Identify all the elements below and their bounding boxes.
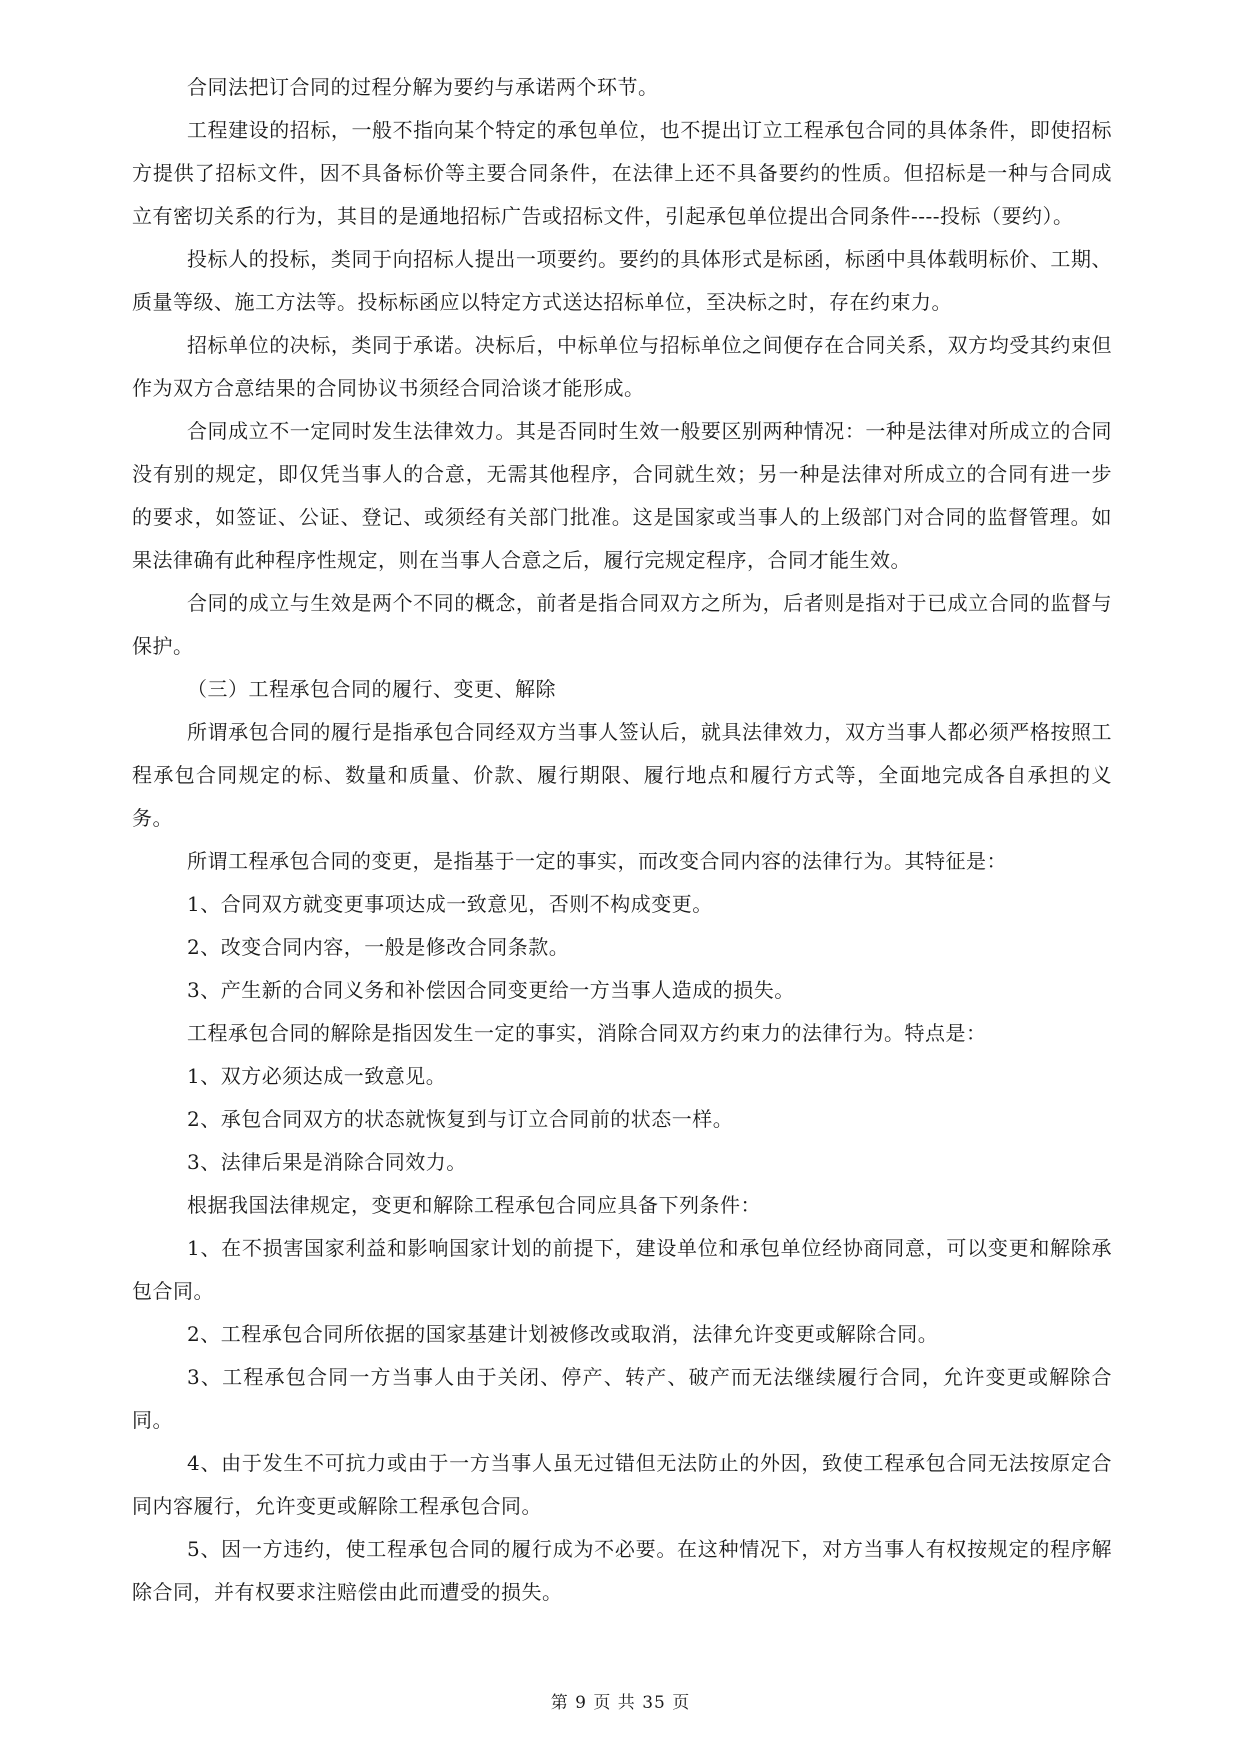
list-item: 3、法律后果是消除合同效力。: [187, 1150, 467, 1174]
document-body: [132, 66, 1112, 1614]
paragraph: 所谓承包合同的履行是指承包合同经双方当事人签认后，就具法律效力，双方当事人都必须严格按照工程承包合同规定的标、数量和质量、价款、履行期限、履行地点和履行方式等，全面地完成各自承担的义务。: [132, 720, 1112, 830]
list-item: 2、工程承包合同所依据的国家基建计划被修改或取消，法律允许变更或解除合同。: [187, 1322, 939, 1346]
list-item: 3、产生新的合同义务和补偿因合同变更给一方当事人造成的损失。: [187, 978, 795, 1002]
page-number-footer: 第 9 页 共 35 页: [550, 1693, 691, 1713]
paragraph: 根据我国法律规定，变更和解除工程承包合同应具备下列条件：: [187, 1193, 761, 1217]
list-item: 1、合同双方就变更事项达成一致意见，否则不构成变更。: [187, 892, 713, 916]
paragraph: 合同法把订合同的过程分解为要约与承诺两个环节。: [187, 75, 659, 99]
paragraph: 工程承包合同的解除是指因发生一定的事实，消除合同双方约束力的法律行为。特点是：: [187, 1021, 987, 1045]
section-heading: （三）工程承包合同的履行、变更、解除: [187, 677, 556, 701]
list-item: 5、因一方违约，使工程承包合同的履行成为不必要。在这种情况下，对方当事人有权按规定的程序解除合同，并有权要求注赔偿由此而遭受的损失。: [132, 1537, 1112, 1604]
list-item: 2、承包合同双方的状态就恢复到与订立合同前的状态一样。: [187, 1107, 734, 1131]
list-item: 4、由于发生不可抗力或由于一方当事人虽无过错但无法防止的外因，致使工程承包合同无法按原定合同内容履行，允许变更或解除工程承包合同。: [132, 1451, 1112, 1518]
paragraph: 所谓工程承包合同的变更，是指基于一定的事实，而改变合同内容的法律行为。其特征是：: [187, 849, 1007, 873]
paragraph: 工程建设的招标，一般不指向某个特定的承包单位，也不提出订立工程承包合同的具体条件，即使招标方提供了招标文件，因不具备标价等主要合同条件，在法律上还不具备要约的性质。但招标是一种与合同成立有密切关系的行为，其目的是通地招标广告或招标文件，引起承包单位提出合同条件----投标（要约）。: [132, 118, 1112, 228]
paragraph: 合同的成立与生效是两个不同的概念，前者是指合同双方之所为，后者则是指对于已成立合同的监督与保护。: [132, 591, 1112, 658]
list-item: 2、改变合同内容，一般是修改合同条款。: [187, 935, 570, 959]
paragraph: 合同成立不一定同时发生法律效力。其是否同时生效一般要区别两种情况：一种是法律对所成立的合同没有别的规定，即仅凭当事人的合意，无需其他程序，合同就生效；另一种是法律对所成立的合同有进一步的要求，如签证、公证、登记、或须经有关部门批准。这是国家或当事人的上级部门对合同的监督管理。如果法律确有此种程序性规定，则在当事人合意之后，履行完规定程序，合同才能生效。: [132, 419, 1112, 572]
list-item: 3、工程承包合同一方当事人由于关闭、停产、转产、破产而无法继续履行合同，允许变更或解除合同。: [132, 1365, 1112, 1432]
list-item: 1、在不损害国家利益和影响国家计划的前提下，建设单位和承包单位经协商同意，可以变更和解除承包合同。: [132, 1236, 1112, 1303]
paragraph: 投标人的投标，类同于向招标人提出一项要约。要约的具体形式是标函，标函中具体载明标价、工期、质量等级、施工方法等。投标标函应以特定方式送达招标单位，至决标之时，存在约束力。: [132, 247, 1112, 314]
list-item: 1、双方必须达成一致意见。: [187, 1064, 447, 1088]
paragraph: 招标单位的决标，类同于承诺。决标后，中标单位与招标单位之间便存在合同关系，双方均受其约束但作为双方合意结果的合同协议书须经合同洽谈才能形成。: [132, 333, 1112, 400]
